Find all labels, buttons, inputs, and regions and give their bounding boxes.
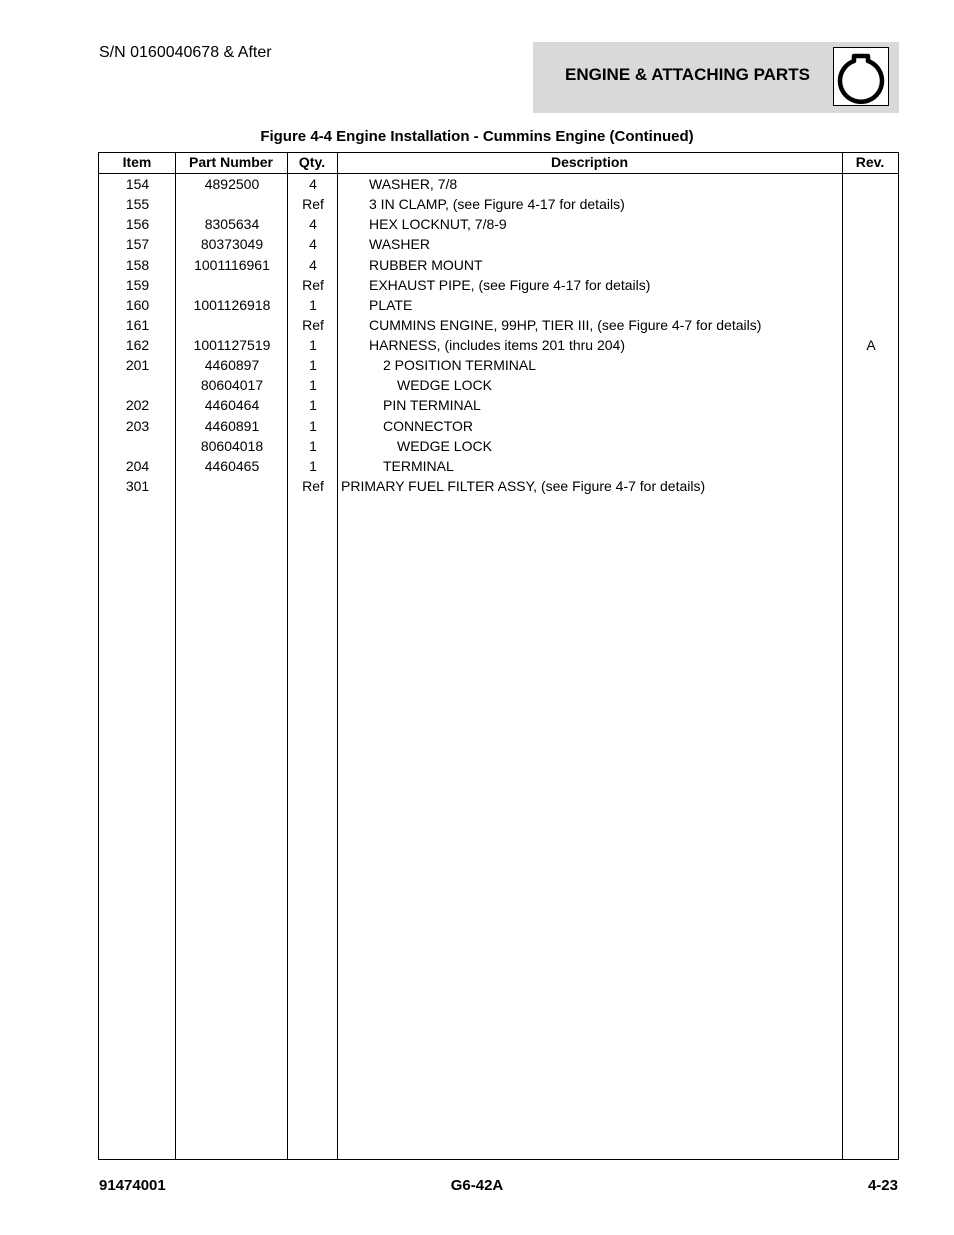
qty-cell: Ref bbox=[302, 276, 324, 293]
part-number-cell: 80604018 bbox=[200, 437, 264, 454]
item-cell: 301 bbox=[125, 477, 150, 494]
table-row bbox=[99, 294, 898, 314]
item-cell: 155 bbox=[125, 196, 150, 213]
figure-title: Figure 4-4 Engine Installation - Cummins Engine (Continued) bbox=[260, 128, 694, 145]
footer-page-number: 4-23 bbox=[867, 1177, 898, 1194]
table-row bbox=[99, 394, 898, 414]
item-cell: 154 bbox=[125, 176, 150, 192]
qty-cell: 4 bbox=[309, 216, 317, 233]
part-number-cell: 4460465 bbox=[204, 457, 260, 474]
part-number-cell: 1001116961 bbox=[194, 256, 270, 273]
table-row bbox=[99, 173, 898, 193]
item-cell: 156 bbox=[125, 216, 150, 233]
part-number-cell: 4460891 bbox=[204, 417, 260, 434]
table-row bbox=[99, 213, 898, 233]
qty-cell: 1 bbox=[309, 397, 317, 414]
part-number-cell: 80604017 bbox=[200, 377, 264, 394]
qty-cell: 4 bbox=[309, 256, 317, 273]
rev-cell: A bbox=[866, 337, 876, 353]
description-cell: TERMINAL bbox=[383, 457, 454, 474]
table-row bbox=[99, 254, 898, 274]
part-number-cell: 1001127519 bbox=[193, 337, 271, 353]
header-part-number: Part Number bbox=[188, 154, 274, 170]
item-cell: 159 bbox=[125, 276, 150, 293]
parts-table bbox=[98, 152, 899, 1160]
description-cell: RUBBER MOUNT bbox=[369, 256, 483, 273]
qty-cell: 1 bbox=[309, 357, 317, 374]
table-row bbox=[99, 193, 898, 213]
table-row bbox=[99, 415, 898, 435]
description-cell: EXHAUST PIPE, (see Figure 4-17 for details) bbox=[369, 276, 651, 293]
description-cell: PRIMARY FUEL FILTER ASSY, (see Figure 4-7 for details) bbox=[341, 477, 706, 494]
qty-cell: 1 bbox=[309, 377, 317, 394]
table-row bbox=[99, 274, 898, 294]
item-cell: 204 bbox=[125, 457, 150, 474]
item-cell: 203 bbox=[125, 417, 150, 434]
header-rev: Rev. bbox=[855, 154, 885, 170]
table-row bbox=[99, 233, 898, 253]
description-cell: WEDGE LOCK bbox=[397, 377, 492, 394]
footer-doc-number: 91474001 bbox=[99, 1177, 166, 1194]
engine-icon bbox=[834, 48, 888, 105]
description-cell: HARNESS, (includes items 201 thru 204) bbox=[369, 337, 625, 353]
qty-cell: 4 bbox=[309, 176, 317, 192]
qty-cell: 4 bbox=[309, 236, 317, 253]
description-cell: PLATE bbox=[369, 296, 413, 313]
table-row bbox=[99, 354, 898, 374]
part-number-cell: 4460897 bbox=[204, 357, 260, 374]
description-cell: WASHER bbox=[369, 236, 430, 253]
item-cell: 201 bbox=[125, 357, 150, 374]
part-number-cell: 1001126918 bbox=[193, 296, 271, 313]
description-cell: HEX LOCKNUT, 7/8-9 bbox=[369, 216, 507, 233]
engine-icon-frame bbox=[833, 47, 889, 106]
table-row bbox=[99, 435, 898, 455]
item-cell: 202 bbox=[125, 397, 150, 414]
section-header bbox=[533, 42, 899, 113]
table-body bbox=[99, 173, 898, 495]
header-description: Description bbox=[550, 154, 628, 170]
description-cell: 2 POSITION TERMINAL bbox=[383, 357, 536, 374]
qty-cell: 1 bbox=[309, 417, 317, 434]
header-item: Item bbox=[122, 154, 152, 170]
table-row bbox=[99, 314, 898, 334]
qty-cell: Ref bbox=[302, 477, 324, 494]
table-row bbox=[99, 374, 898, 394]
qty-cell: 1 bbox=[309, 296, 317, 313]
description-cell: WASHER, 7/8 bbox=[369, 176, 458, 192]
part-number-cell: 80373049 bbox=[200, 236, 264, 253]
part-number-cell: 8305634 bbox=[204, 216, 260, 233]
item-cell: 158 bbox=[125, 256, 150, 273]
description-cell: WEDGE LOCK bbox=[397, 437, 492, 454]
qty-cell: Ref bbox=[302, 316, 324, 333]
description-cell: PIN TERMINAL bbox=[383, 397, 481, 414]
serial-number: S/N 0160040678 & After bbox=[99, 44, 272, 61]
qty-cell: 1 bbox=[309, 457, 317, 474]
table-row bbox=[99, 475, 898, 495]
part-number-cell: 4892500 bbox=[204, 176, 260, 192]
section-title: ENGINE & ATTACHING PARTS bbox=[565, 65, 810, 84]
footer-model: G6-42A bbox=[450, 1177, 504, 1194]
part-number-cell: 4460464 bbox=[204, 397, 260, 414]
table-row bbox=[99, 334, 898, 354]
item-cell: 161 bbox=[125, 316, 150, 333]
item-cell: 162 bbox=[125, 337, 150, 353]
item-cell: 160 bbox=[125, 296, 150, 313]
item-cell: 157 bbox=[125, 236, 150, 253]
header-qty: Qty. bbox=[298, 154, 326, 170]
description-cell: 3 IN CLAMP, (see Figure 4-17 for details) bbox=[369, 196, 625, 213]
description-cell: CONNECTOR bbox=[383, 417, 473, 434]
qty-cell: 1 bbox=[309, 337, 317, 353]
description-cell: CUMMINS ENGINE, 99HP, TIER III, (see Figure 4-7 for details) bbox=[369, 316, 762, 333]
qty-cell: 1 bbox=[309, 437, 317, 454]
qty-cell: Ref bbox=[302, 196, 324, 213]
table-row bbox=[99, 455, 898, 475]
